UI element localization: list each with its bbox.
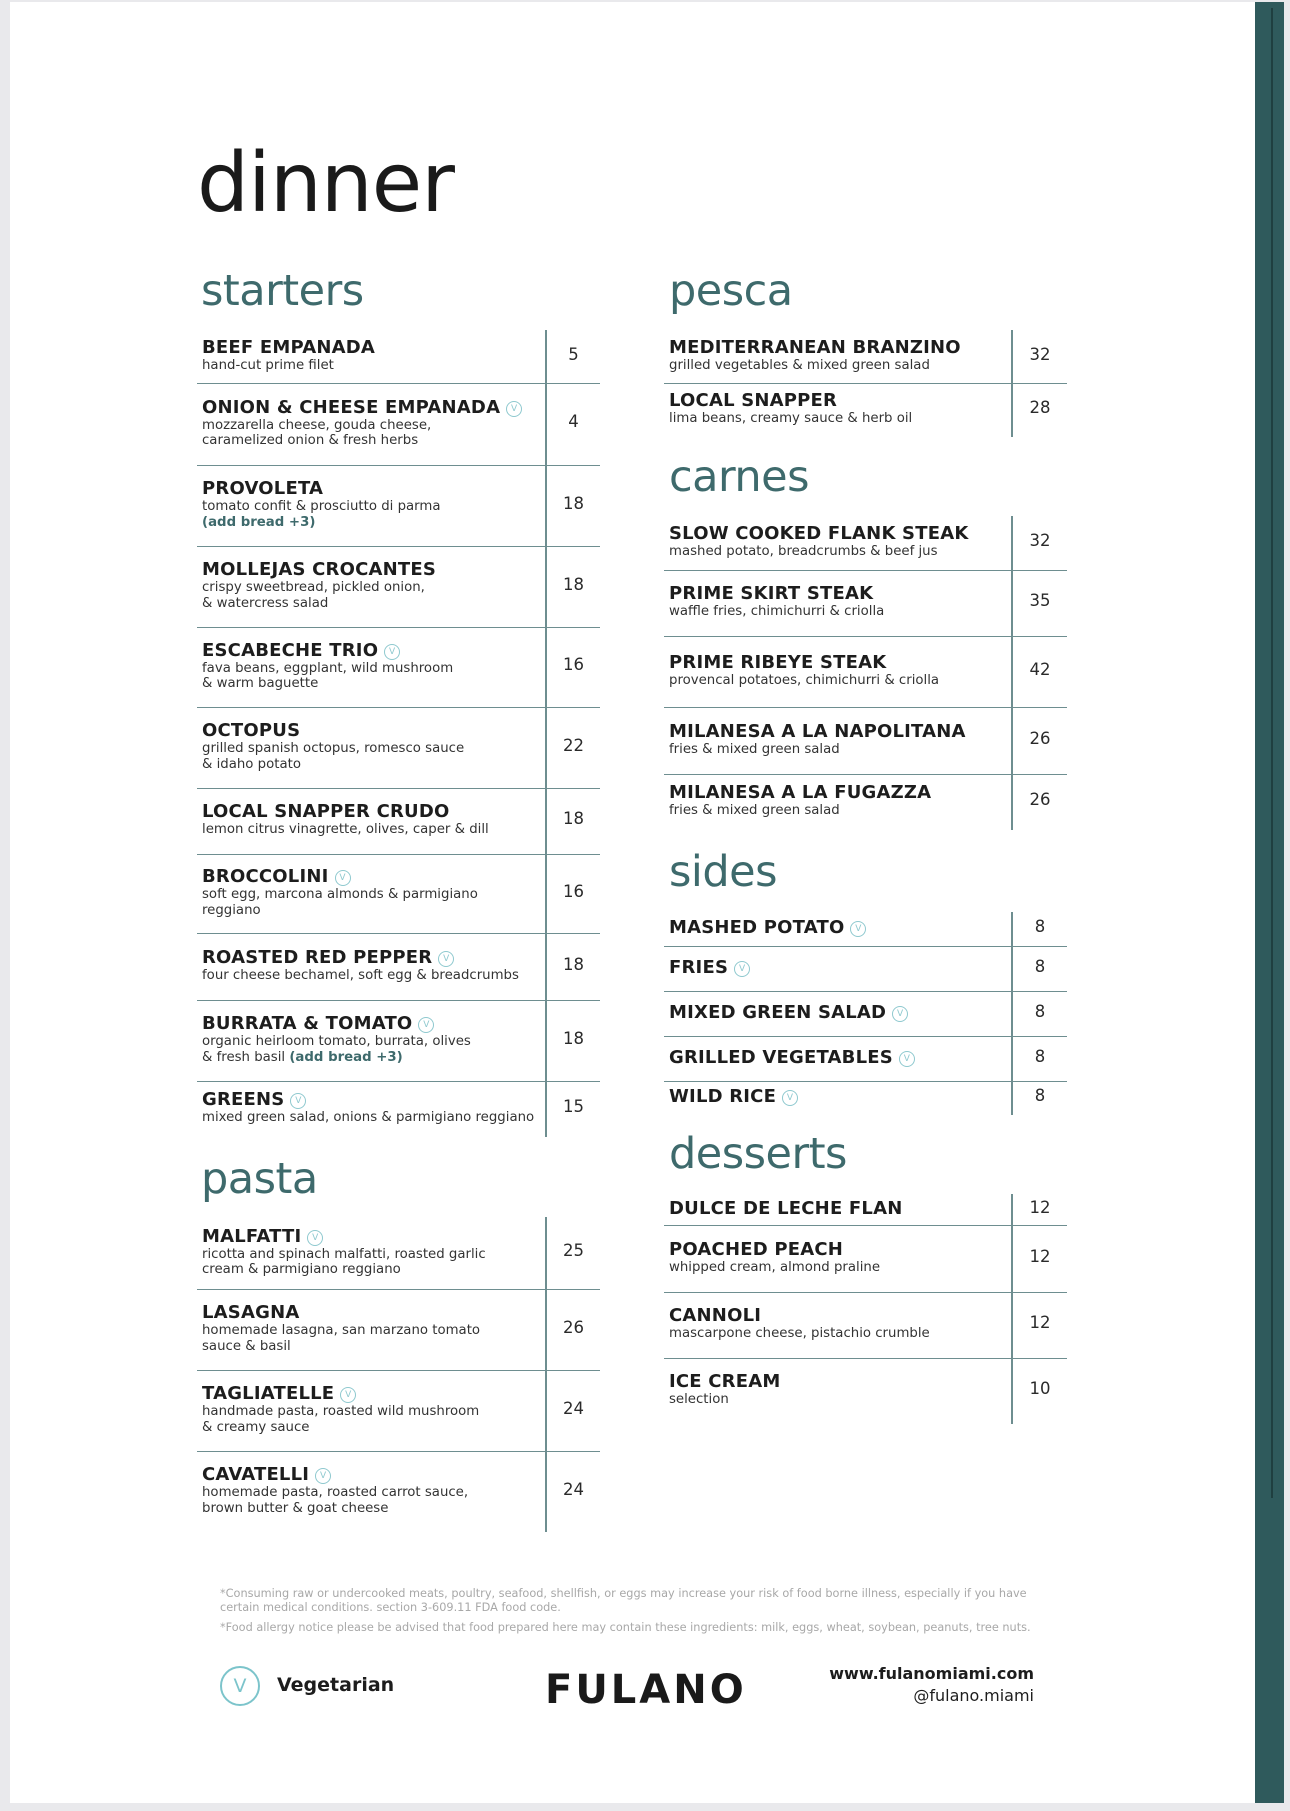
menu-item-description xyxy=(202,968,519,984)
menu-item-name-text: BURRATA & TOMATO xyxy=(202,1013,413,1034)
menu-item-price: 26 xyxy=(563,1317,584,1337)
price-column-divider xyxy=(1011,516,1013,830)
menu-item-name-text: DULCE DE LECHE FLAN xyxy=(669,1197,903,1219)
menu-item-name xyxy=(669,1240,880,1260)
menu-item-price: 8 xyxy=(1034,917,1046,936)
menu-item-text xyxy=(202,721,464,772)
menu-item xyxy=(197,330,600,384)
menu-item-description xyxy=(202,676,453,692)
add-on-note: (add bread +3) xyxy=(289,1049,403,1065)
menu-item-text xyxy=(202,802,489,838)
menu-item-description xyxy=(669,803,931,819)
menu-item-description xyxy=(202,596,436,612)
social-handle[interactable]: @fulano.miami xyxy=(913,1686,1034,1705)
menu-item-description xyxy=(202,903,478,919)
menu-item xyxy=(664,707,1067,775)
vegetarian-icon: V xyxy=(307,1230,323,1246)
menu-item-price: 22 xyxy=(563,735,584,755)
footnotes xyxy=(220,1587,1050,1642)
menu-item-description-text: & warm baguette xyxy=(202,676,319,691)
menu-item xyxy=(664,1194,1067,1226)
menu-item-price: 12 xyxy=(1029,1246,1051,1266)
menu-item-price: 8 xyxy=(1034,1086,1046,1105)
menu-item-name-text: MILANESA A LA NAPOLITANA xyxy=(669,720,966,742)
menu-item-name-text: MASHED POTATO xyxy=(669,917,845,938)
menu-item-description-text: selection xyxy=(669,1392,729,1408)
menu-item xyxy=(197,546,600,628)
menu-item-price: 18 xyxy=(563,1028,584,1048)
menu-item-name-text: LOCAL SNAPPER xyxy=(669,390,838,412)
vegetarian-icon: V xyxy=(340,1387,356,1403)
menu-item xyxy=(664,1036,1067,1082)
menu-item-description-text: soft egg, marcona almonds & parmigiano xyxy=(202,887,478,902)
menu-item-text xyxy=(669,1240,880,1276)
menu-item-description-text: mashed potato, breadcrumbs & beef jus xyxy=(669,544,938,560)
vegetarian-legend-label: Vegetarian xyxy=(277,1674,395,1696)
section-title-sides: sides xyxy=(669,847,778,897)
menu-item-description xyxy=(202,1323,480,1339)
menu-item xyxy=(197,465,600,547)
menu-item-text xyxy=(669,338,961,374)
menu-item-name xyxy=(669,524,968,544)
menu-item-price: 26 xyxy=(1029,790,1051,809)
menu-item-description-text: brown butter & goat cheese xyxy=(202,1500,389,1516)
menu-item-description xyxy=(202,1050,471,1066)
vegetarian-icon: V xyxy=(384,644,400,660)
menu-item-description-text: fava beans, eggplant, wild mushroom xyxy=(202,660,454,676)
menu-item-description-text: homemade lasagna, san marzano tomato xyxy=(202,1323,481,1338)
menu-item-name-text: GREENS xyxy=(202,1089,285,1111)
menu-item xyxy=(664,912,1067,947)
menu-item-name-text: MEDITERRANEAN BRANZINO xyxy=(669,336,961,358)
menu-item-description-text: reggiano xyxy=(202,902,261,918)
menu-item-description xyxy=(202,580,436,596)
menu-item-description xyxy=(202,418,522,434)
menu-item-description-text: whipped cream, almond praline xyxy=(669,1259,881,1275)
menu-item-text xyxy=(669,391,912,427)
menu-item-name-text: MALFATTI xyxy=(202,1225,302,1247)
menu-item-description-text: waffle fries, chimichurri & criolla xyxy=(669,604,885,620)
menu-item xyxy=(197,627,600,708)
menu-item-price: 4 xyxy=(568,412,579,431)
menu-item-name xyxy=(669,958,750,978)
menu-item-name-text: MILANESA A LA FUGAZZA xyxy=(669,782,932,804)
menu-item-text xyxy=(202,398,522,449)
menu-item-name xyxy=(202,1014,471,1034)
menu-item-description-text: hand-cut prime filet xyxy=(202,357,334,373)
menu-item-name-text: ICE CREAM xyxy=(669,1371,781,1393)
menu-item-name xyxy=(202,1465,468,1485)
section-title-desserts: desserts xyxy=(669,1129,847,1179)
menu-item-name xyxy=(669,1306,930,1326)
page-edge-bar xyxy=(1255,2,1284,1803)
menu-item-description xyxy=(202,757,464,773)
menu-item-name-text: CANNOLI xyxy=(669,1305,762,1327)
vegetarian-icon: V xyxy=(506,401,522,417)
menu-item xyxy=(664,330,1067,384)
menu-item-description-text: crispy sweetbread, pickled onion, xyxy=(202,580,425,595)
menu-item-price: 16 xyxy=(563,655,584,674)
menu-item-description xyxy=(202,822,489,838)
menu-item-name-text: POACHED PEACH xyxy=(669,1238,844,1260)
scrollbar[interactable] xyxy=(1271,8,1273,1498)
menu-item-price: 15 xyxy=(563,1097,584,1116)
menu-item-description-text: caramelized onion & fresh herbs xyxy=(202,433,419,448)
menu-item xyxy=(197,1000,600,1082)
menu-item-text xyxy=(202,560,436,611)
menu-item-description-text: organic heirloom tomato, burrata, olives xyxy=(202,1034,471,1049)
section-title-starters: starters xyxy=(201,266,364,316)
menu-item-description-text: mascarpone cheese, pistachio crumble xyxy=(669,1326,930,1342)
price-column-divider xyxy=(545,1217,547,1532)
menu-item xyxy=(197,1081,600,1137)
menu-item-price: 10 xyxy=(1029,1379,1051,1398)
menu-item-text xyxy=(669,524,968,560)
menu-item-name xyxy=(669,391,912,411)
menu-item xyxy=(197,1289,600,1371)
menu-item-text xyxy=(202,1090,534,1126)
menu-item-name xyxy=(202,560,436,580)
menu-item-name-text: BROCCOLINI xyxy=(202,866,329,887)
price-column-divider xyxy=(1011,330,1013,437)
menu-item-description-text: & fresh basil xyxy=(202,1049,286,1065)
menu-item-description-text: mozzarella cheese, gouda cheese, xyxy=(202,417,432,433)
menu-item-name xyxy=(202,1227,486,1247)
vegetarian-icon: V xyxy=(734,961,750,977)
menu-item-description xyxy=(669,1260,880,1276)
menu-item-text xyxy=(669,1048,915,1068)
menu-item-name xyxy=(202,1090,534,1110)
menu-item-name xyxy=(202,721,464,741)
menu-item-description-text: ricotta and spinach malfatti, roasted garlic xyxy=(202,1246,486,1262)
menu-item-name-text: SLOW COOKED FLANK STEAK xyxy=(669,523,969,545)
menu-item-name xyxy=(669,1003,908,1023)
menu-item-text xyxy=(202,479,441,530)
menu-item-description xyxy=(202,499,441,515)
menu-item-description-text: four cheese bechamel, soft egg & breadcrumbs xyxy=(202,967,519,983)
menu-item-name-text: OCTOPUS xyxy=(202,720,301,741)
menu-item-name xyxy=(202,479,441,499)
menu-item-name-text: MOLLEJAS CROCANTES xyxy=(202,559,437,580)
menu-item-text xyxy=(669,1087,798,1107)
menu-item-description-text: & watercress salad xyxy=(202,595,329,611)
menu-item-price: 24 xyxy=(563,1398,584,1418)
menu-item-price: 8 xyxy=(1034,956,1046,976)
menu-item xyxy=(664,946,1067,992)
menu-item-text xyxy=(669,653,939,689)
menu-item-name xyxy=(202,867,478,887)
price-column-divider xyxy=(545,330,547,1137)
menu-item-description-text: tomato confit & prosciutto di parma xyxy=(202,499,441,514)
menu-item xyxy=(664,1292,1067,1359)
menu-item-name-text: ONION & CHEESE EMPANADA xyxy=(202,396,501,418)
menu-item xyxy=(197,1370,600,1452)
vegetarian-icon: V xyxy=(438,951,454,967)
menu-item xyxy=(664,516,1067,571)
menu-title: dinner xyxy=(197,136,454,231)
menu-item-name xyxy=(202,948,519,968)
vegetarian-icon: V xyxy=(220,1666,260,1706)
menu-item-description xyxy=(202,1339,480,1355)
menu-item-description xyxy=(202,1034,471,1050)
brand-logo: FULANO xyxy=(545,1667,747,1713)
menu-item-description xyxy=(202,1420,479,1436)
menu-item-description xyxy=(202,1485,468,1501)
menu-item-name-text: PROVOLETA xyxy=(202,478,324,499)
menu-item-description xyxy=(202,358,375,374)
menu-item-text xyxy=(669,722,966,758)
section-title-pesca: pesca xyxy=(669,266,793,316)
menu-item-description xyxy=(202,1262,486,1278)
menu-item-text xyxy=(669,1372,780,1408)
menu-item-text xyxy=(669,1003,908,1023)
menu-item-price: 26 xyxy=(1029,728,1051,748)
menu-item-text xyxy=(202,641,453,692)
menu-item-text xyxy=(202,338,375,374)
menu-item-name xyxy=(202,802,489,822)
menu-item xyxy=(664,636,1067,708)
menu-item-text xyxy=(202,1465,468,1516)
add-on-note: (add bread +3) xyxy=(202,514,316,530)
menu-item-text xyxy=(202,1014,471,1065)
menu-item-text xyxy=(669,958,750,978)
menu-item-description-text: homemade pasta, roasted carrot sauce, xyxy=(202,1485,469,1500)
menu-item-description-text: grilled spanish octopus, romesco sauce xyxy=(202,741,465,756)
menu-item-description xyxy=(669,1326,930,1342)
menu-item-text xyxy=(202,948,519,984)
menu-item xyxy=(664,1358,1067,1424)
menu-item-text xyxy=(202,867,478,918)
menu-item-description xyxy=(669,358,961,374)
menu-item-description-text: cream & parmigiano reggiano xyxy=(202,1262,401,1277)
menu-item-text xyxy=(202,1227,486,1278)
menu-item-description xyxy=(202,1110,534,1126)
vegetarian-icon: V xyxy=(850,921,866,937)
menu-item-name-text: PRIME SKIRT STEAK xyxy=(669,583,874,605)
menu-item-description xyxy=(202,433,522,449)
menu-item-name-text: PRIME RIBEYE STEAK xyxy=(669,651,887,673)
menu-item xyxy=(197,933,600,1001)
menu-item-name-text: WILD RICE xyxy=(669,1086,777,1107)
menu-item xyxy=(664,774,1067,830)
menu-item xyxy=(197,1217,600,1290)
menu-item-name xyxy=(669,1087,798,1107)
menu-item-description xyxy=(669,544,968,560)
menu-item-description xyxy=(202,741,464,757)
menu-item-name-text: ESCABECHE TRIO xyxy=(202,639,379,661)
menu-item-description-text: lima beans, creamy sauce & herb oil xyxy=(669,411,913,427)
menu-item-text xyxy=(669,783,931,819)
raw-food-notice: *Consuming raw or undercooked meats, poultry, seafood, shellfish, or eggs may increase your risk of food borne illness, especially if you have certain medical conditions. section 3-609.11 FDA food code. xyxy=(220,1587,1027,1614)
menu-item-description xyxy=(669,1392,780,1408)
menu-item xyxy=(197,788,600,855)
menu-item-price: 35 xyxy=(1029,591,1051,610)
menu-item-price: 32 xyxy=(1029,531,1051,550)
vegetarian-icon: V xyxy=(290,1093,306,1109)
menu-item-price: 18 xyxy=(563,954,584,974)
menu-item xyxy=(664,383,1067,437)
menu-item-price: 12 xyxy=(1029,1197,1051,1217)
menu-item-description-text: fries & mixed green salad xyxy=(669,803,840,819)
menu-item-name-text: LOCAL SNAPPER CRUDO xyxy=(202,801,450,823)
menu-item-name xyxy=(669,584,884,604)
menu-item xyxy=(664,991,1067,1037)
menu-item-description xyxy=(202,1404,479,1420)
menu-item-description xyxy=(202,887,478,903)
menu-item-name-text: GRILLED VEGETABLES xyxy=(669,1046,893,1068)
menu-item-name xyxy=(669,1372,780,1392)
menu-item-description xyxy=(202,1501,468,1517)
vegetarian-icon: V xyxy=(899,1051,915,1067)
menu-item-price: 32 xyxy=(1029,344,1051,364)
price-column-divider xyxy=(1011,912,1013,1115)
menu-item xyxy=(664,570,1067,637)
menu-item xyxy=(197,383,600,466)
menu-item-name xyxy=(669,653,939,673)
menu-item-description-text: & creamy sauce xyxy=(202,1419,310,1435)
vegetarian-icon: V xyxy=(315,1468,331,1484)
menu-item-price: 28 xyxy=(1029,398,1051,417)
menu-item-text xyxy=(202,1384,479,1435)
menu-item-description xyxy=(202,661,453,677)
menu-item-price: 12 xyxy=(1029,1313,1051,1332)
website-link[interactable]: www.fulanomiami.com xyxy=(829,1664,1034,1683)
menu-item-name-text: BEEF EMPANADA xyxy=(202,336,376,358)
menu-item-name xyxy=(202,641,453,661)
menu-item-text xyxy=(669,1199,902,1219)
menu-item-name-text: MIXED GREEN SALAD xyxy=(669,1001,887,1023)
menu-item-price: 8 xyxy=(1034,1046,1046,1066)
menu-item-name xyxy=(202,338,375,358)
menu-item-name xyxy=(202,398,522,418)
menu-item-text xyxy=(202,1303,480,1354)
menu-item-name xyxy=(202,1384,479,1404)
menu-item-description xyxy=(669,604,884,620)
menu-item-price: 42 xyxy=(1029,659,1051,679)
menu-item-text xyxy=(669,1306,930,1342)
menu-item-name-text: FRIES xyxy=(669,956,729,978)
menu-item-text xyxy=(669,918,866,938)
menu-item-name-text: LASAGNA xyxy=(202,1302,300,1323)
menu-item-name-text: TAGLIATELLE xyxy=(202,1383,335,1404)
menu-item-name-text: CAVATELLI xyxy=(202,1464,310,1485)
menu-item-description-text: provencal potatoes, chimichurri & criolla xyxy=(669,672,940,688)
menu-item-name xyxy=(669,783,931,803)
menu-item-price: 25 xyxy=(563,1241,584,1260)
menu-item-text xyxy=(669,584,884,620)
menu-item xyxy=(664,1081,1067,1115)
menu-item-description xyxy=(669,411,912,427)
vegetarian-icon: V xyxy=(335,870,351,886)
menu-item xyxy=(664,1225,1067,1293)
menu-item-name-text: ROASTED RED PEPPER xyxy=(202,946,433,968)
menu-item-name xyxy=(669,338,961,358)
vegetarian-icon: V xyxy=(418,1017,434,1033)
menu-item xyxy=(197,707,600,789)
menu-item-description-text: grilled vegetables & mixed green salad xyxy=(669,357,930,373)
menu-item-description-text: sauce & basil xyxy=(202,1338,291,1354)
menu-item-name xyxy=(669,918,866,938)
section-title-pasta: pasta xyxy=(201,1154,318,1204)
menu-item-price: 5 xyxy=(568,344,579,364)
menu-item-price: 18 xyxy=(563,574,584,594)
section-title-carnes: carnes xyxy=(669,452,810,502)
menu-item-description-text: handmade pasta, roasted wild mushroom xyxy=(202,1404,480,1419)
menu-item-name xyxy=(669,1048,915,1068)
menu-item-description xyxy=(669,673,939,689)
menu-item-price: 18 xyxy=(563,809,584,828)
allergy-notice: *Food allergy notice please be advised that food prepared here may contain these ingredients: milk, eggs, wheat, soybean, peanuts, tree nuts. xyxy=(220,1621,1031,1634)
menu-item-name xyxy=(669,722,966,742)
vegetarian-icon: V xyxy=(782,1090,798,1106)
menu-item-description xyxy=(669,742,966,758)
menu-item-description-text: mixed green salad, onions & parmigiano reggiano xyxy=(202,1110,535,1126)
menu-item-price: 8 xyxy=(1034,1001,1046,1021)
menu-item-description-text: & idaho potato xyxy=(202,756,301,772)
menu-item-name xyxy=(669,1199,902,1219)
vegetarian-icon: V xyxy=(892,1006,908,1022)
menu-item xyxy=(197,854,600,934)
menu-item-price: 18 xyxy=(563,493,584,513)
menu-item-price: 24 xyxy=(563,1479,584,1499)
menu-item-price: 16 xyxy=(563,881,584,901)
menu-item-description-text: lemon citrus vinagrette, olives, caper & dill xyxy=(202,822,489,838)
menu-item-description xyxy=(202,1247,486,1263)
menu-item-name xyxy=(202,1303,480,1323)
menu-item-description-text: fries & mixed green salad xyxy=(669,741,840,757)
menu-item xyxy=(197,1451,600,1532)
price-column-divider xyxy=(1011,1194,1013,1424)
